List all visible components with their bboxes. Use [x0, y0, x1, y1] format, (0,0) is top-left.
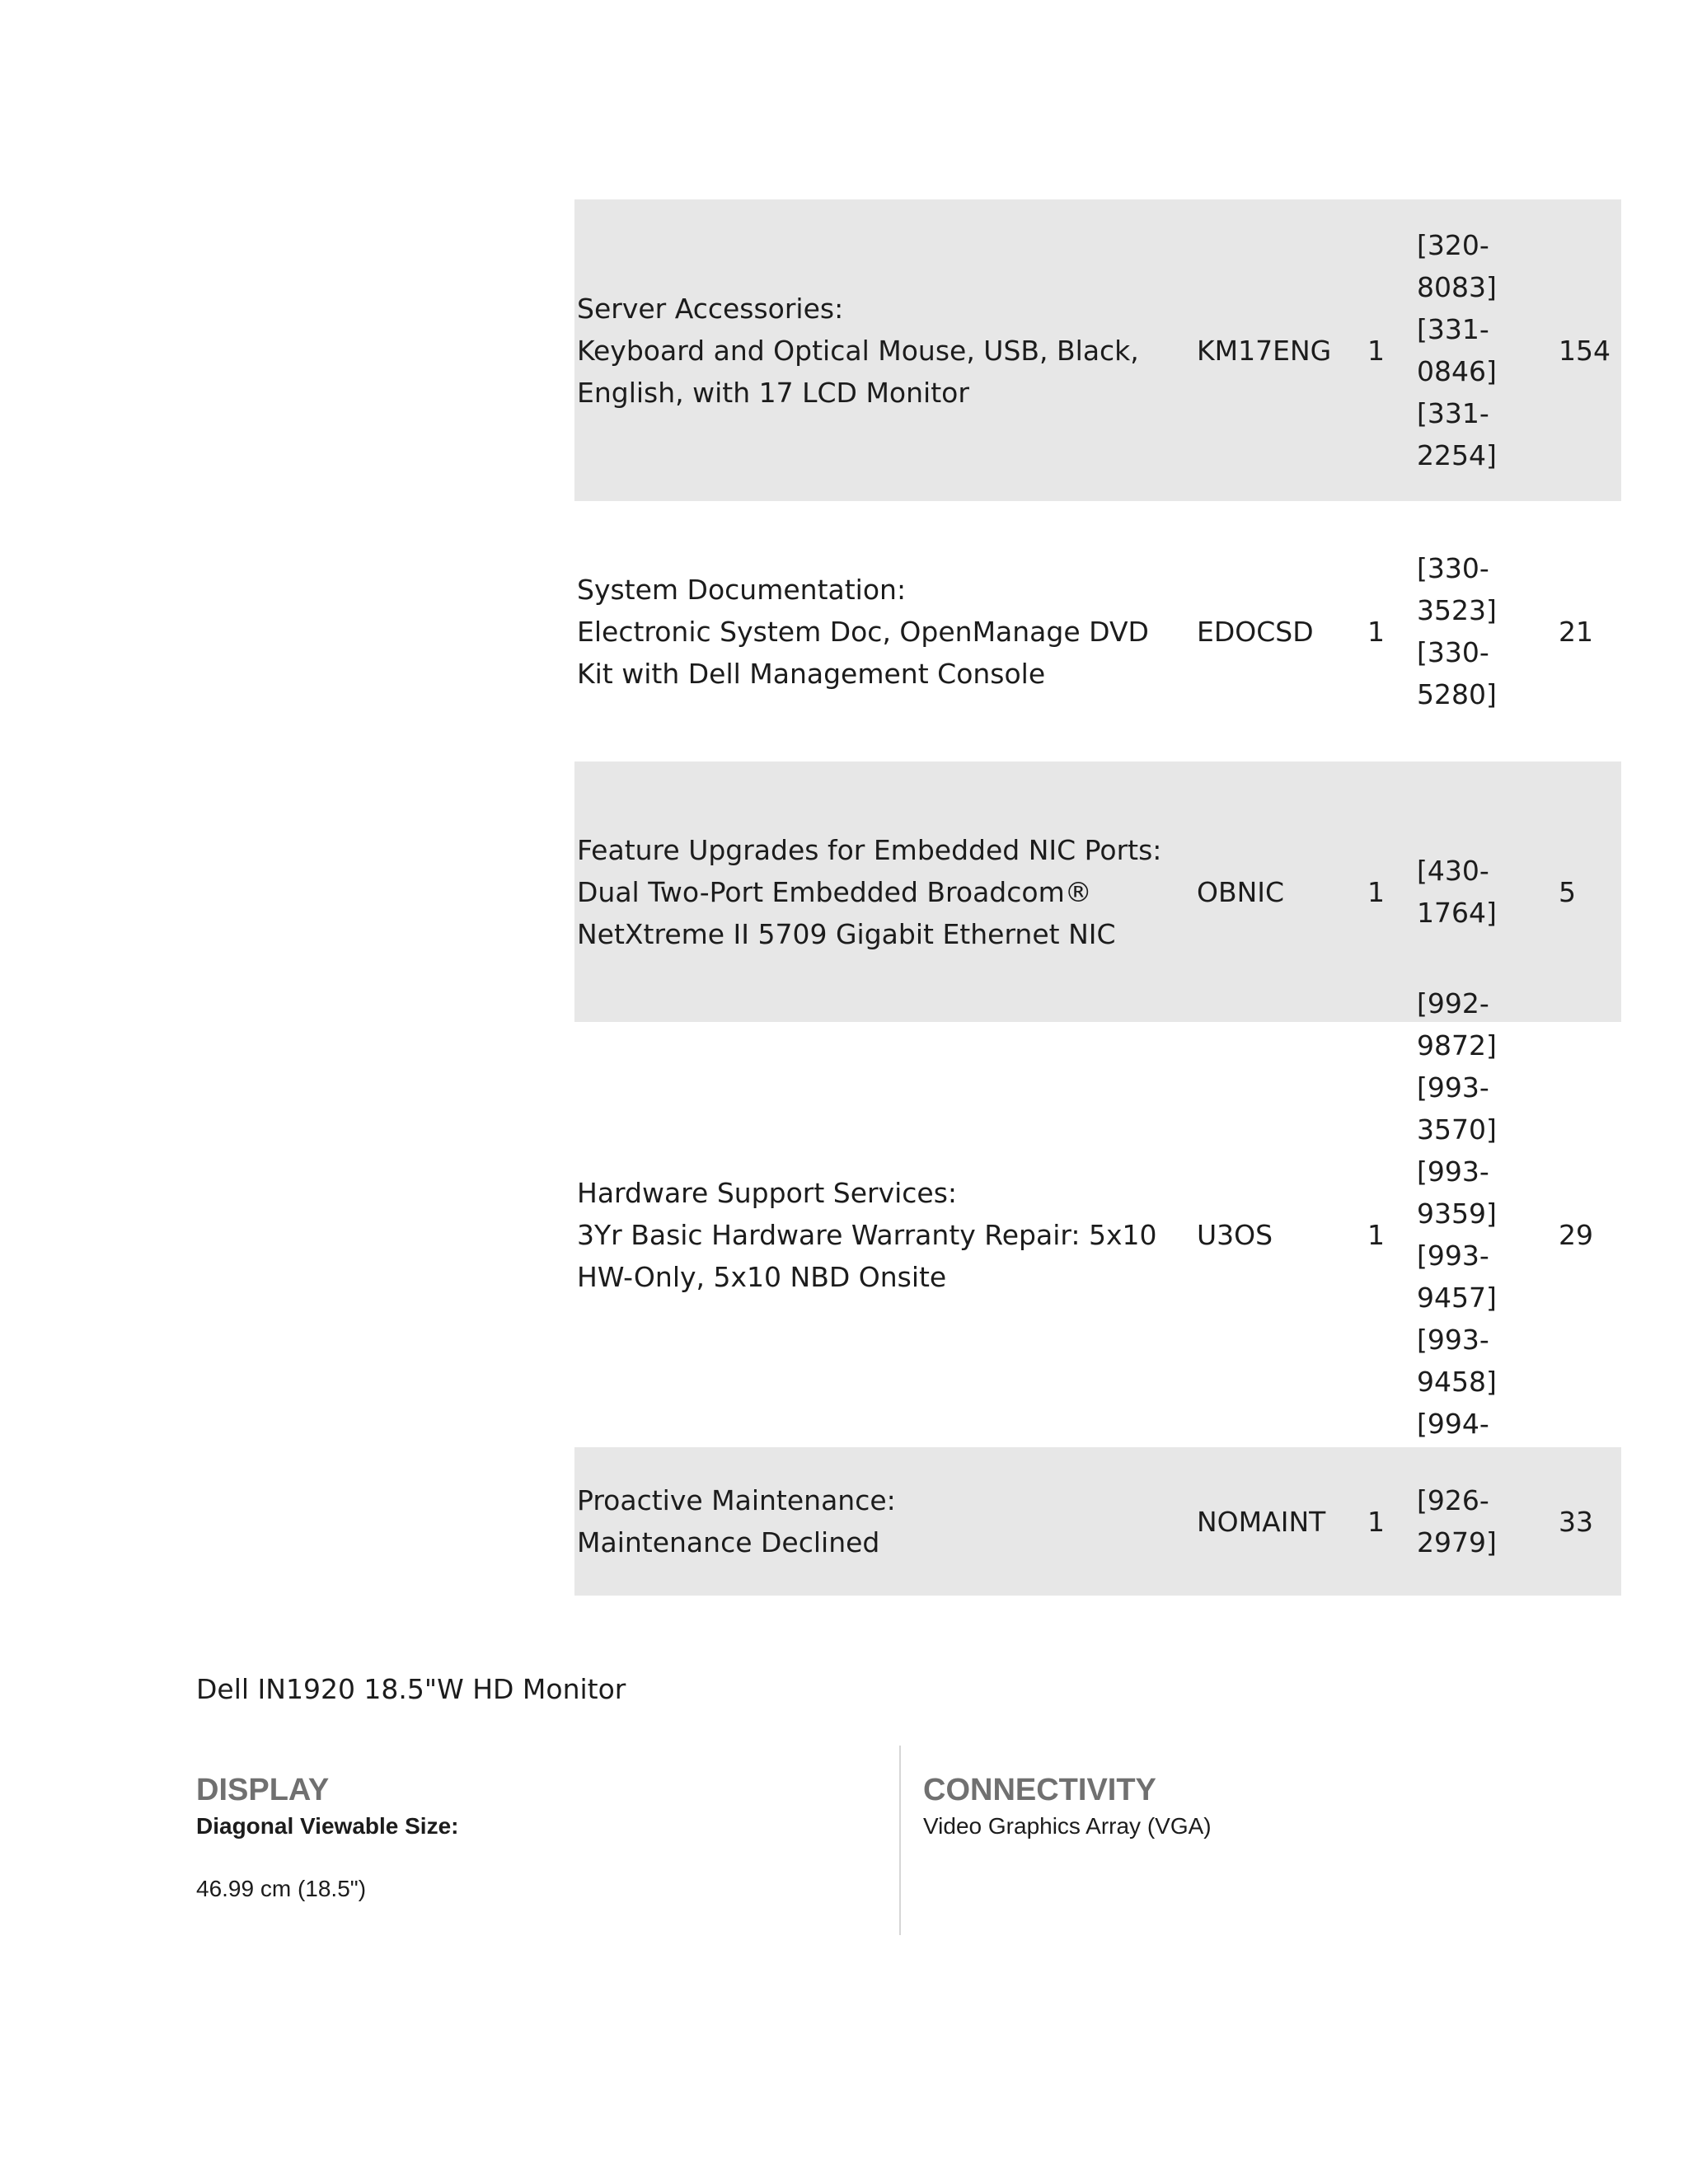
diagonal-size-value: 46.99 cm (18.5"): [196, 1876, 367, 1901]
table-row: [574, 501, 1621, 762]
item-skus: [1417, 1447, 1557, 1596]
item-code: OBNIC: [1197, 875, 1285, 908]
item-skus-text: [926-2979]: [1417, 1484, 1497, 1558]
item-skus: [1417, 501, 1557, 762]
item-description: Dual Two-Port Embedded Broadcom® NetXtreme II 5709 Gigabit Ethernet NIC: [577, 875, 1116, 950]
item-skus-text: [330-3523][330-5280]: [1417, 552, 1497, 710]
table-row: [574, 1447, 1621, 1596]
item-description-cell: [577, 1447, 1187, 1596]
item-skus-text: [320-8083][331-0846][331-2254]: [1417, 229, 1497, 471]
item-price: 154: [1559, 334, 1611, 367]
item-description: Maintenance Declined: [577, 1526, 880, 1558]
display-spec-section: [196, 1746, 889, 1902]
item-description: Electronic System Doc, OpenManage DVD Kit with Dell Management Console: [577, 615, 1149, 690]
item-quantity: 1: [1367, 1218, 1385, 1251]
item-code: KM17ENG: [1197, 334, 1332, 367]
connectivity-value: Video Graphics Array (VGA): [923, 1813, 1212, 1839]
diagonal-size-label: Diagonal Viewable Size:: [196, 1813, 459, 1839]
item-quantity: 1: [1367, 875, 1385, 908]
item-description-cell: [577, 199, 1187, 501]
connectivity-heading: CONNECTIVITY: [923, 1773, 1156, 1807]
item-skus: [1417, 987, 1557, 1447]
item-category: System Documentation:: [577, 573, 907, 606]
table-row: [574, 199, 1621, 501]
display-heading: DISPLAY: [196, 1773, 330, 1807]
item-price: 29: [1559, 1218, 1593, 1251]
item-description-cell: [577, 762, 1187, 1022]
item-description: Keyboard and Optical Mouse, USB, Black, English, with 17 LCD Monitor: [577, 334, 1139, 409]
spec-column-divider: [899, 1746, 901, 1935]
item-price: 5: [1559, 875, 1576, 908]
item-quantity: 1: [1367, 1505, 1385, 1538]
item-code: EDOCSD: [1197, 615, 1314, 648]
item-quantity: 1: [1367, 334, 1385, 367]
item-category: Hardware Support Services:: [577, 1176, 958, 1209]
item-skus-text: [430-1764]: [1417, 855, 1497, 929]
item-description-cell: [577, 1022, 1187, 1447]
item-description: 3Yr Basic Hardware Warranty Repair: 5x10 HW-Only, 5x10 NBD Onsite: [577, 1218, 1157, 1293]
item-skus: [1417, 199, 1557, 501]
item-category: Proactive Maintenance:: [577, 1484, 896, 1516]
table-row: [574, 987, 1621, 1447]
item-price: 33: [1559, 1505, 1593, 1538]
monitor-title: Dell IN1920 18.5"W HD Monitor: [196, 1673, 626, 1705]
item-code: U3OS: [1197, 1218, 1273, 1251]
item-code: NOMAINT: [1197, 1505, 1326, 1538]
item-skus-text: [992-9872][993-3570][993-9359][993-9457][993-9458][994-: [1417, 987, 1497, 1440]
item-price: 21: [1559, 615, 1593, 648]
item-category: Server Accessories:: [577, 292, 844, 325]
connectivity-spec-section: [923, 1746, 1615, 1840]
item-category: Feature Upgrades for Embedded NIC Ports:: [577, 833, 1162, 866]
item-quantity: 1: [1367, 615, 1385, 648]
item-description-cell: [577, 501, 1187, 762]
